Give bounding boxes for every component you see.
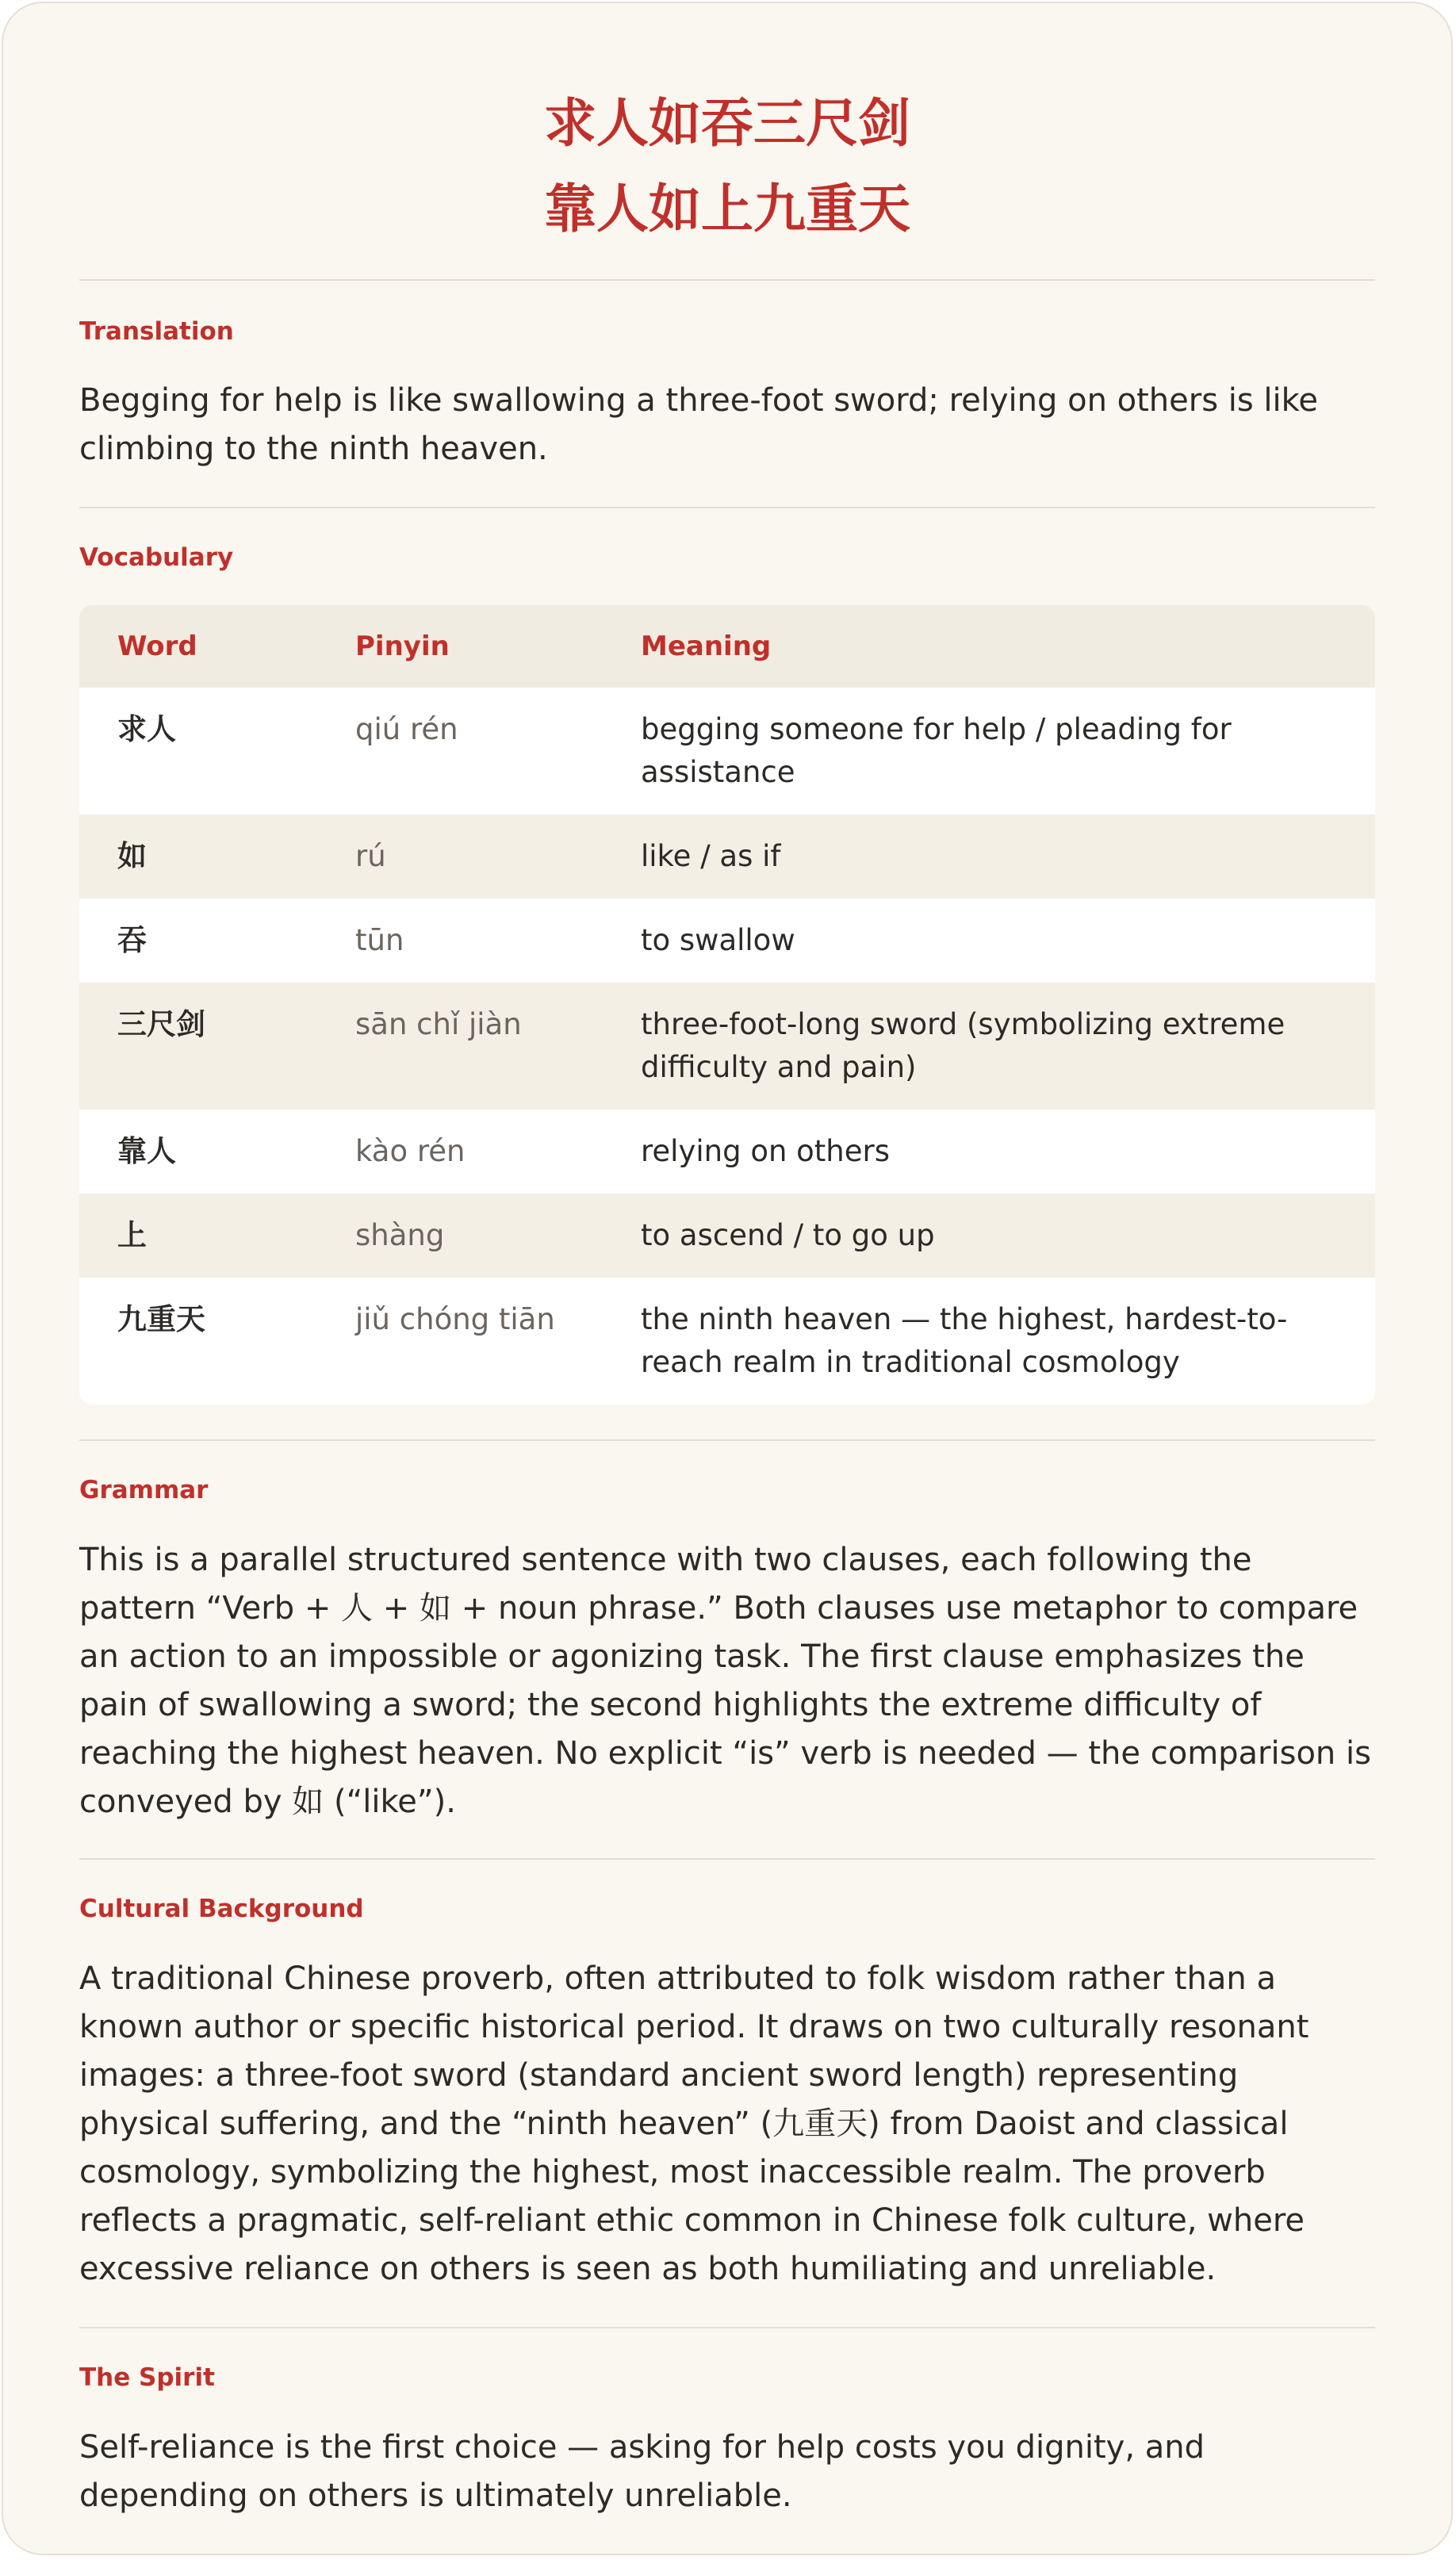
vocab-pinyin: qiú rén bbox=[317, 688, 603, 814]
vocab-word: 求人 bbox=[79, 688, 317, 814]
header-pinyin: Pinyin bbox=[317, 605, 603, 688]
vocab-meaning: to swallow bbox=[603, 899, 1375, 983]
vocab-word: 九重天 bbox=[79, 1278, 317, 1405]
vocabulary-label: Vocabulary bbox=[79, 543, 234, 572]
proverb-card bbox=[2, 2, 1453, 2555]
translation-section bbox=[79, 316, 1375, 473]
table-row bbox=[79, 983, 1375, 1109]
translation-label: Translation bbox=[79, 317, 234, 346]
vocab-word: 上 bbox=[79, 1194, 317, 1278]
header-word: Word bbox=[79, 605, 317, 688]
vocab-word: 吞 bbox=[79, 899, 317, 983]
vocab-word: 如 bbox=[79, 814, 317, 899]
vocab-meaning: to ascend / to go up bbox=[603, 1194, 1375, 1278]
proverb-title bbox=[79, 81, 1375, 252]
vocab-word: 三尺剑 bbox=[79, 983, 317, 1109]
table-row bbox=[79, 814, 1375, 899]
table-row bbox=[79, 899, 1375, 983]
translation-text: Begging for help is like swallowing a three-foot sword; relying on others is like climbing to the ninth heaven. bbox=[79, 382, 1318, 467]
cultural-background-text: A traditional Chinese proverb, often attributed to folk wisdom rather than a known author or specific historical period. It draws on two culturally resonant images: a three-foot sword (standard ancient sword length) representing physical suffering, and the “ninth heaven” (九重天) from Daoist and classical cosmology, symbolizing the highest, most inaccessible realm. The proverb reflects a pragmatic, self-reliant ethic common in Chinese folk culture, where excessive reliance on others is seen as both humiliating and unreliable. bbox=[79, 1960, 1309, 2287]
vocabulary-section bbox=[79, 542, 1375, 1405]
vocab-word: 靠人 bbox=[79, 1109, 317, 1194]
vocab-pinyin: tūn bbox=[317, 899, 603, 983]
header-meaning: Meaning bbox=[603, 605, 1375, 688]
spirit-text: Self-reliance is the first choice — asking for help costs you dignity, and depending on others is ultimately unreliable. bbox=[79, 2429, 1205, 2514]
divider bbox=[79, 279, 1375, 281]
divider bbox=[79, 1439, 1375, 1441]
vocabulary-table bbox=[79, 605, 1375, 1405]
vocab-pinyin: kào rén bbox=[317, 1109, 603, 1194]
grammar-label: Grammar bbox=[79, 1476, 209, 1504]
divider bbox=[79, 507, 1375, 508]
grammar-section bbox=[79, 1474, 1375, 1826]
vocab-meaning: like / as if bbox=[603, 814, 1375, 899]
title-line-1: 求人如吞三尺剑 bbox=[544, 93, 910, 154]
cultural-background-section bbox=[79, 1893, 1375, 2294]
vocab-meaning: begging someone for help / pleading for assistance bbox=[603, 688, 1375, 814]
vocab-pinyin: jiǔ chóng tiān bbox=[317, 1278, 603, 1405]
vocab-pinyin: rú bbox=[317, 814, 603, 899]
title-line-2: 靠人如上九重天 bbox=[544, 178, 910, 240]
vocab-pinyin: sān chǐ jiàn bbox=[317, 983, 603, 1109]
vocab-meaning: the ninth heaven — the highest, hardest-to-reach realm in traditional cosmology bbox=[603, 1278, 1375, 1405]
divider bbox=[79, 1858, 1375, 1860]
table-header-row bbox=[79, 605, 1375, 688]
divider bbox=[79, 2327, 1375, 2328]
vocab-meaning: three-foot-long sword (symbolizing extreme difficulty and pain) bbox=[603, 983, 1375, 1109]
table-row bbox=[79, 1194, 1375, 1278]
grammar-text: This is a parallel structured sentence with two clauses, each following the pattern “Verb + 人 + 如 + noun phrase.” Both clauses use metaphor to compare an action to an impossible or agonizing task. The first clause emphasizes the pain of swallowing a sword; the second highlights the extreme difficulty of reaching the highest heaven. No explicit “is” verb is needed — the comparison is conveyed by 如 (“like”). bbox=[79, 1542, 1371, 1820]
table-row bbox=[79, 1278, 1375, 1405]
table-row bbox=[79, 1109, 1375, 1194]
vocab-pinyin: shàng bbox=[317, 1194, 603, 1278]
vocab-meaning: relying on others bbox=[603, 1109, 1375, 1194]
spirit-label: The Spirit bbox=[79, 2363, 215, 2392]
cultural-background-label: Cultural Background bbox=[79, 1895, 364, 1923]
table-row bbox=[79, 688, 1375, 814]
spirit-section bbox=[79, 2362, 1375, 2520]
